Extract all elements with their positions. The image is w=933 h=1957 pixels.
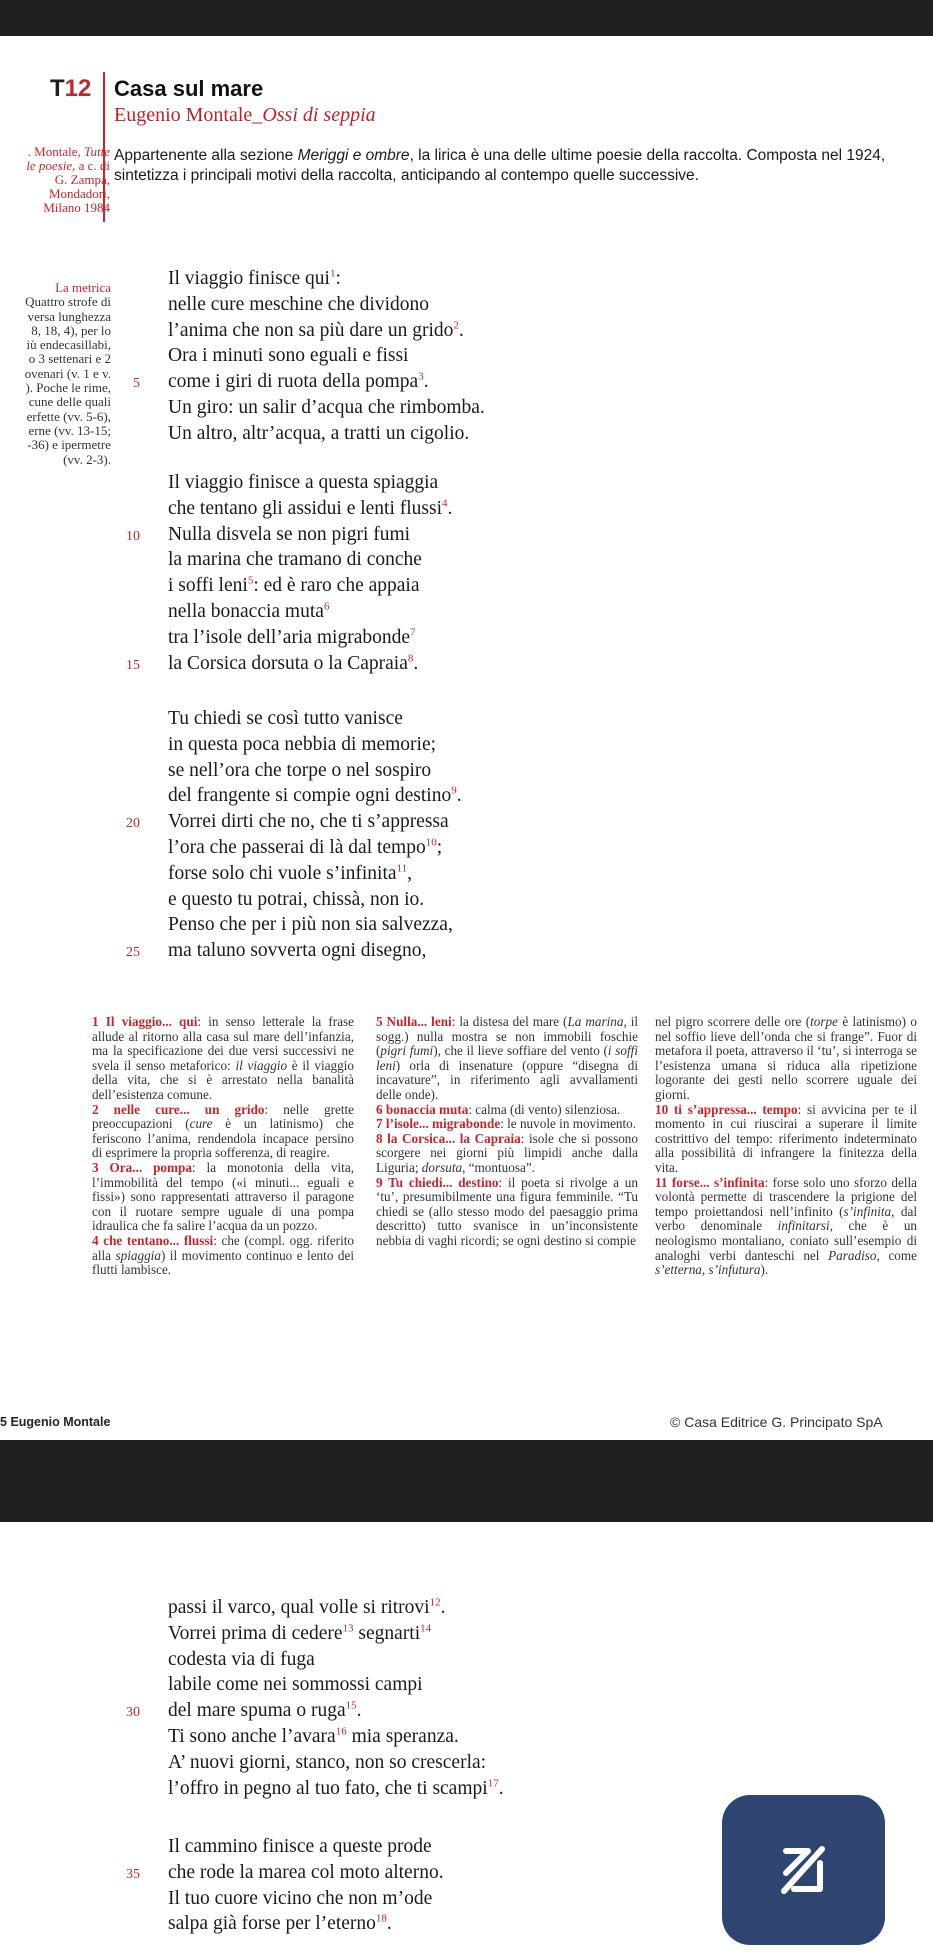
poem-line: [126, 522, 452, 548]
footnote-text: infinitarsi: [777, 1218, 830, 1234]
line-number: 15: [126, 657, 140, 673]
footer-copyright: © Casa Editrice G. Principato SpA: [670, 1414, 883, 1430]
line-text: labile come nei sommossi campi: [168, 1674, 423, 1696]
footnote-lemma: bonaccia muta: [382, 1101, 469, 1117]
line-text: Penso che per i più non sia salvezza,: [168, 914, 453, 936]
footnote-lemma: nelle cure... un grido: [98, 1101, 265, 1117]
line-text: i soffi leni: [168, 575, 248, 597]
footnote: [376, 1176, 638, 1249]
footnote-text: è un latinismo) che feriscono l’anima, rendendola incapace persino di esprimere la propria sofferenza, di reagire.: [92, 1116, 354, 1161]
line-text: Ti sono anche l’avara: [168, 1725, 336, 1747]
line-number: 30: [126, 1705, 140, 1721]
footnote: [655, 1176, 917, 1278]
poem-line: [168, 1911, 444, 1937]
footnote-ref[interactable]: 6: [323, 600, 330, 613]
line-text: del mare spuma o ruga: [168, 1700, 346, 1722]
footnote-lemma: 1: [92, 1014, 99, 1029]
footnote-text: : isole che si possono scorgere nei giorni più limpidi anche dalla Liguria;: [376, 1130, 638, 1175]
footnote-text: : la distesa del mare (: [451, 1014, 568, 1029]
poem-line: [168, 1621, 504, 1647]
line-text: se nell’ora che torpe o nel sospiro: [168, 759, 432, 781]
poem-line: [126, 938, 462, 964]
text-code: T12: [50, 75, 92, 102]
line-text-tail: .: [447, 497, 453, 519]
footer-author: 5 Eugenio Montale: [0, 1415, 111, 1429]
line-text: salpa già forse per l’eterno: [168, 1913, 376, 1935]
line-text: nella bonaccia muta: [168, 600, 324, 622]
footnote-ref[interactable]: 7: [410, 626, 416, 639]
footnote: [376, 1015, 638, 1103]
footnote-text: : nelle grette preoccupazioni (: [92, 1101, 354, 1132]
poem-line: [168, 706, 462, 732]
footnote-text: torpe: [810, 1014, 838, 1029]
footnote-text: s’infutura: [708, 1262, 761, 1278]
footnote: [92, 1015, 354, 1103]
stanza-4: [126, 1595, 504, 1801]
footnote-text: s’etterna: [655, 1262, 702, 1278]
line-text: tra l’isole dell’aria migrabonde: [168, 626, 411, 648]
page-title: Casa sul mare: [114, 76, 264, 101]
footnote-lemma: 10: [655, 1101, 669, 1117]
footnote-text: : si avvicina per te il momento in cui riuscirai a superare il limite costrittivo del tempo: riferimento indeterminato alla possibilità di infrangere la finitezza della vita.: [655, 1101, 918, 1175]
poem-line: [168, 266, 485, 292]
line-text: del frangente si compie ogni destino: [168, 785, 452, 807]
footnote-text: ) il movimento continuo e lento dei flutti lambisce.: [92, 1247, 354, 1278]
poem-line: [168, 573, 452, 599]
footnote-text: i soffi leni: [376, 1043, 638, 1073]
footnote-text: ).: [760, 1262, 769, 1278]
footnote-ref[interactable]: 3: [418, 370, 424, 383]
metrica-line: iù endecasillabi,: [26, 337, 111, 353]
line-text: Ora i minuti sono eguali e fissi: [168, 345, 409, 367]
line-text: e questo tu potrai, chissà, non io.: [168, 888, 425, 910]
metrica-line: ). Poche le rime,: [25, 380, 111, 396]
poem-line: [168, 496, 452, 522]
footnote-lemma: 8: [376, 1130, 383, 1146]
footnote-ref[interactable]: 11: [396, 862, 408, 875]
poem-line: [168, 1834, 444, 1860]
line-text: codesta via di fuga: [168, 1648, 315, 1670]
poem-line: [126, 1698, 504, 1724]
stanza-5: [126, 1834, 444, 1937]
line-number: 25: [126, 945, 140, 961]
metrica-line: ovenari (v. 1 e v.: [24, 365, 111, 381]
poem-line: [168, 783, 462, 809]
footnote-text: , dal verbo denominale: [655, 1203, 917, 1234]
footnote-lemma: 4: [92, 1232, 99, 1248]
metrica-line: -36) e ipermetre: [27, 437, 111, 453]
line-text: Vorrei dirti che no, che ti s’appressa: [168, 811, 449, 833]
footnote: [376, 1132, 638, 1176]
line-text: come i giri di ruota della pompa: [168, 371, 419, 393]
footnote-lemma: 9: [376, 1174, 383, 1190]
footnote-text: , che è un neologismo montaliano, coniato sull’esempio di analoghi verbi danteschi nel: [655, 1218, 918, 1263]
footnote-text: : forse solo uno sforzo della volontà permette di trascendere la prigione del tempo proiettandosi nell’infinito (: [655, 1174, 918, 1219]
stanza-2: [126, 470, 453, 676]
line-text: la marina che tramano di conche: [168, 549, 422, 571]
footnote-text: nel pigro scorrere delle ore (: [655, 1014, 811, 1029]
poem-line: [168, 1647, 504, 1673]
notes-column-2: [376, 1015, 638, 1249]
metrica-line: versa lunghezza: [27, 308, 111, 324]
line-text-tail: .: [458, 319, 464, 341]
footnote-text: cure: [189, 1116, 213, 1132]
footnote-ref[interactable]: 18: [375, 1912, 387, 1925]
footnote-lemma: 5: [376, 1014, 383, 1029]
footnote-ref[interactable]: 15: [345, 1699, 357, 1712]
line-text: che rode la marea col moto alterno.: [168, 1861, 444, 1883]
line-text-tail: :: [335, 268, 341, 289]
line-text-tail: .: [423, 371, 429, 393]
poem-line: [168, 547, 452, 573]
poem-line: [168, 835, 462, 861]
line-text: ma taluno sovverta ogni disegno,: [168, 940, 427, 962]
line-text: Il viaggio finisce a questa spiaggia: [168, 472, 439, 493]
line-text-tail: ,: [407, 862, 413, 884]
footnote-lemma: Tu chiedi... destino: [382, 1174, 499, 1190]
footnote-text: La marina: [567, 1014, 624, 1029]
metrica-line: Quattro strofe di: [25, 294, 111, 310]
footnote-lemma: la Corsica... la Capraia: [382, 1130, 521, 1146]
poem-line: [168, 395, 485, 421]
metrica-line: erfette (vv. 5-6),: [26, 408, 111, 424]
footnote-ref[interactable]: 10: [425, 836, 437, 849]
footnote-text: s’infinita: [843, 1203, 892, 1219]
poem-line: [168, 1724, 504, 1750]
footnote: [655, 1015, 917, 1103]
footnote-ref[interactable]: 8: [407, 652, 414, 665]
footnote-lemma: l’isole... migrabonde: [382, 1116, 501, 1132]
poem-line: [168, 343, 485, 369]
footnote-text: : calma (di vento) silenziosa.: [468, 1101, 621, 1117]
poem-line: [168, 1886, 444, 1912]
stanza-1: [133, 266, 485, 447]
metrica-line: (vv. 2-3).: [63, 451, 111, 467]
footnote-text: : il poeta si rivolge a un ‘tu’, presumibilmente una figura femminile. “Tu chiedi se (allo stesso modo del paesaggio prima descritto) tutto svanisce in un’inconsistente nebbia di vaghi ricordi; se ogni destino si compie: [376, 1174, 638, 1248]
line-text-tail: .: [386, 1913, 392, 1935]
footnote-text: dorsuta: [421, 1159, 463, 1175]
line-text: Vorrei prima di cedere: [168, 1622, 343, 1644]
poem-line: [168, 912, 462, 938]
line-text: Un giro: un salir d’acqua che rimbomba.: [168, 396, 485, 418]
footnote-lemma: Il viaggio... qui: [98, 1014, 198, 1029]
footnote-text: : che (compl. ogg. riferito alla: [92, 1232, 354, 1263]
line-text: in questa poca nebbia di memorie;: [168, 733, 437, 755]
line-text: Il viaggio finisce qui: [168, 268, 330, 289]
line-text-tail: .: [440, 1597, 446, 1618]
footnote-text: : in senso letterale la frase allude al ritorno alla casa sul mare dell’infanzia, ma la specificazione dei due versi successivi ne svela il senso metaforico:: [92, 1014, 354, 1073]
footnote: [376, 1103, 638, 1118]
source-note: . Montale, Tutte le poesie, a c. di G. Zampa, Mondadori, Milano 1984: [26, 144, 110, 215]
poem-line: [168, 292, 485, 318]
footnote-ref[interactable]: 13: [342, 1622, 354, 1635]
line-text: che tentano gli assidui e lenti flussi: [168, 497, 443, 519]
footnote-text: il viaggio: [235, 1057, 288, 1073]
poem-line: [168, 1595, 504, 1621]
line-text-tail: .: [498, 1777, 504, 1799]
intro-text: Appartenente alla sezione Meriggi e ombre, la lirica è una delle ultime poesie della raccolta. Composta nel 1924, sintetizza i principali motivi della raccolta, anticipando al contempo quelle successive.: [114, 147, 886, 184]
line-text-tail: .: [356, 1700, 362, 1722]
footnote-ref[interactable]: 16: [335, 1725, 347, 1738]
page-separator-bar: [0, 1440, 933, 1522]
footnote-ref[interactable]: 4: [442, 497, 448, 510]
author-work: Eugenio Montale_Ossi di seppia: [114, 104, 376, 126]
poem-line: [126, 1860, 444, 1886]
pencil-edit-icon: [770, 1837, 836, 1903]
line-text: A’ nuovi giorni, stanco, non so crescerla:: [168, 1751, 487, 1773]
line-text: Il tuo cuore vicino che non m’ode: [168, 1887, 433, 1909]
line-number: 20: [126, 816, 140, 832]
footnote-ref[interactable]: 12: [429, 1596, 441, 1609]
footnote-lemma: 11: [655, 1174, 668, 1190]
notes-column-3: [655, 1015, 917, 1278]
line-text-tail: ;: [436, 836, 443, 858]
line-text-tail: : ed è raro che appaia: [253, 575, 420, 597]
line-number: 35: [126, 1866, 140, 1882]
poem-line: [133, 369, 485, 395]
metrica-line: o 3 settenari e 2: [28, 351, 111, 367]
poem-line: [168, 732, 462, 758]
line-text: l’offro in pegno al tuo fato, che ti scampi: [168, 1777, 488, 1799]
footnote: [92, 1161, 354, 1234]
poem-line: [168, 758, 462, 784]
footnote-text: : le nuvole in movimento.: [500, 1116, 637, 1132]
line-text: Nulla disvela se non pigri fumi: [168, 523, 411, 545]
line-text: Il cammino finisce a queste prode: [168, 1836, 432, 1857]
poem-line: [126, 651, 452, 677]
poem-line: [168, 625, 452, 651]
poem-line: [168, 421, 485, 447]
poem-line: [168, 887, 462, 913]
footnote-ref[interactable]: 17: [487, 1777, 499, 1790]
footnote-text: ) orla di insenature (oppure “disegna di incavature”, in riferimento agli avvallamenti delle onde).: [376, 1057, 638, 1102]
line-text: nelle cure meschine che dividono: [168, 293, 429, 315]
footnote-ref[interactable]: 14: [420, 1622, 432, 1635]
footnote-text: spiaggia: [115, 1247, 161, 1263]
metrica-line: cune delle quali: [28, 394, 111, 410]
footnote-lemma: forse... s’infinita: [667, 1174, 765, 1190]
line-text: la Corsica dorsuta o la Capraia: [168, 652, 408, 674]
poem-line: [168, 1750, 504, 1776]
poem-line: [168, 1672, 504, 1698]
line-text-tail: .: [456, 785, 462, 807]
footnote-text: ,: [701, 1262, 709, 1278]
line-number: 5: [133, 376, 140, 392]
poem-line: [168, 1776, 504, 1802]
footnote-text: è latinismo) o nel soffio lieve dell’onda che si frange”. Fuor di metafora il poeta, attraverso il ‘tu’, si interroga se l’esistenza umana si riduca alla ripetizione logorante dei gesti nello scorrere uguale dei giorni.: [655, 1014, 917, 1102]
metrica-note: La metrica Quattro strofe di versa lunghezza 8, 18, 4), per lo iù endecasillabi, o 3 settenari e 2 ovenari (v. 1 e v. ). Poche le rime, cune delle quali erfette (vv. 5-6), erne (vv. 13-15; -36) e ipermetre (vv. 2-3).: [24, 280, 111, 467]
footnote-text: Paradiso: [828, 1247, 877, 1263]
footnote-text: pigri fumi: [380, 1043, 434, 1059]
footnote-ref[interactable]: 9: [451, 784, 457, 797]
footnote-text: , il sogg.) nulla mostra se non immobili foschie (: [376, 1014, 639, 1059]
footnote-lemma: 2: [92, 1101, 99, 1117]
notes-column-1: [92, 1015, 354, 1278]
footnote-text: ), che il lieve soffiare del vento (: [433, 1043, 608, 1059]
line-text: forse solo chi vuole s’infinita: [168, 862, 397, 884]
stanza-3: [126, 706, 462, 964]
edit-fab-button[interactable]: [722, 1795, 885, 1945]
line-text: Un altro, altr’acqua, a tratti un cigolio.: [168, 422, 470, 444]
poem-line: [168, 861, 462, 887]
line-text: passi il varco, qual volle si ritrovi: [168, 1597, 430, 1618]
footnote-text: , “montuosa”.: [462, 1159, 535, 1175]
footnote: [376, 1117, 638, 1132]
footnote-text: , come: [876, 1247, 917, 1263]
footnote-text: è il viaggio della vita, che si è arrestato nella banalità dell’esistenza comune.: [92, 1057, 354, 1102]
top-bar: [0, 0, 933, 36]
footnote: [655, 1103, 917, 1176]
footnote-lemma: che tentano... flussi: [98, 1232, 214, 1248]
footnote-lemma: ti s’appressa... tempo: [668, 1101, 798, 1117]
line-text: l’anima che non sa più dare un grido: [168, 319, 454, 341]
footnote-lemma: Ora... pompa: [98, 1159, 192, 1175]
line-text-tail: mia speranza.: [346, 1725, 459, 1747]
footnote-lemma: 3: [92, 1159, 99, 1175]
metrica-line: 8, 18, 4), per lo: [31, 322, 111, 338]
footnote-ref[interactable]: 1: [329, 267, 336, 280]
footnote: [92, 1234, 354, 1278]
footnote-ref[interactable]: 5: [247, 574, 254, 587]
footnote-lemma: Nulla... leni: [382, 1014, 452, 1029]
poem-line: [168, 599, 452, 625]
footnote-lemma: 6: [376, 1101, 383, 1117]
footnote-ref[interactable]: 2: [453, 319, 459, 332]
line-text: Tu chiedi se così tutto vanisce: [168, 708, 403, 729]
footnote-text: : la monotonia della vita, l’immobilità del tempo («i minuti... eguali e fissi») sono rappresentati attraverso il paragone con il ruotare sempre uguale di una pompa idraulica che fa salire l’acqua da un pozzo.: [92, 1159, 354, 1234]
poem-line: [168, 318, 485, 344]
metrica-line: erne (vv. 13-15;: [28, 422, 111, 438]
line-text: l’ora che passerai di là dal tempo: [168, 836, 426, 858]
footnote-lemma: 7: [376, 1116, 383, 1132]
line-text-tail: .: [413, 652, 419, 674]
poem-line: [168, 470, 452, 496]
footnote: [92, 1103, 354, 1161]
poem-line: [126, 809, 462, 835]
line-text-tail: segnarti: [353, 1622, 421, 1644]
line-number: 10: [126, 528, 140, 544]
